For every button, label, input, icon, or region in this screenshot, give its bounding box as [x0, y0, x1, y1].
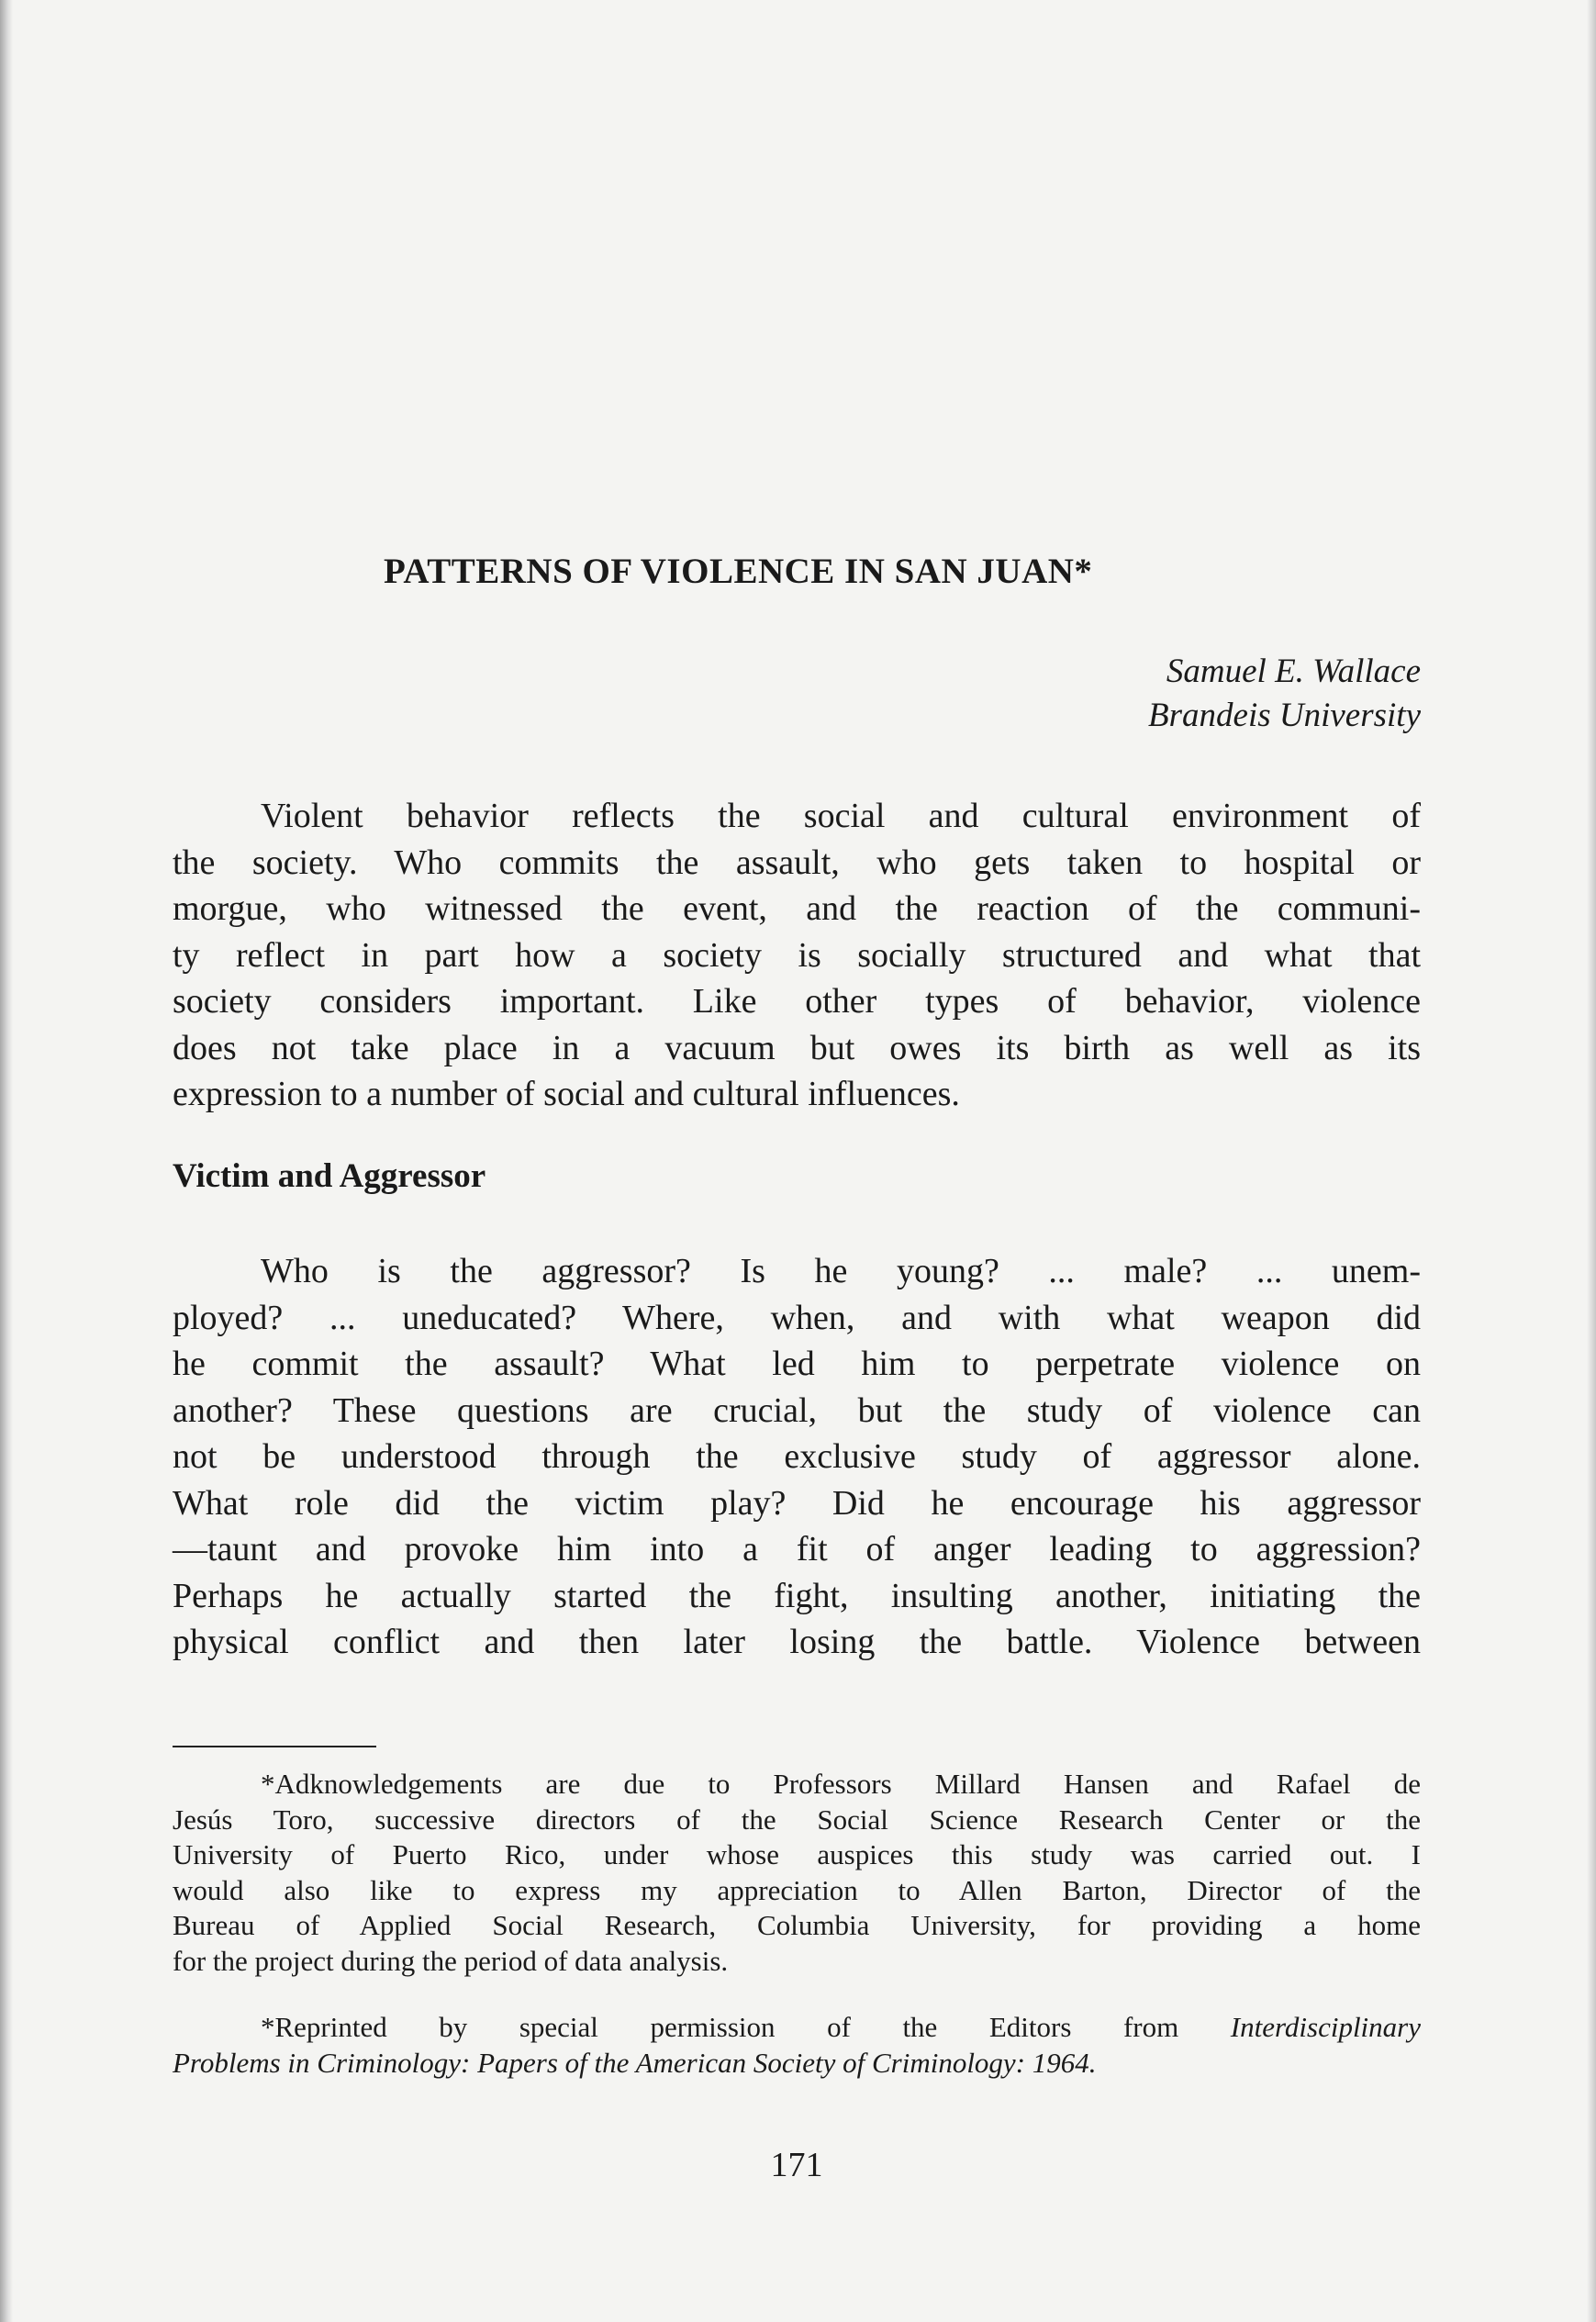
intro-paragraph [173, 793, 1421, 1118]
text-line: ployed? ... uneducated? Where, when, and with what weapon did [173, 1298, 1421, 1337]
reprint-source-b: Problems in Criminology: Papers of the American Society of Criminology: 1964. [173, 2046, 1097, 2079]
text-line: another? These questions are crucial, but the study of violence can [173, 1390, 1421, 1430]
section-paragraph [173, 1248, 1421, 1666]
text-line: —taunt and provoke him into a fit of anger leading to aggression? [173, 1530, 1421, 1568]
footnote-line: Jesús Toro, successive directors of the Social Science Research Center or the [173, 1803, 1421, 1836]
footnote-line [173, 2046, 1421, 2082]
text-line: the society. Who commits the assault, who gets taken to hospital or [173, 843, 1421, 882]
footnote-line: for the project during the period of data analysis. [173, 1944, 729, 1977]
footnote-line: Bureau of Applied Social Research, Columbia University, for providing a home [173, 1909, 1421, 1941]
scan-edge-right [1587, 0, 1596, 2322]
text-line: What role did the victim play? Did he encourage his aggressor [173, 1483, 1421, 1523]
text-line: does not take place in a vacuum but owes its birth as well as its [173, 1028, 1421, 1067]
text-line: ty reflect in part how a society is socially structured and what that [173, 935, 1421, 975]
scan-edge-left [0, 0, 13, 2322]
text-line: morgue, who witnessed the event, and the reaction of the communi- [173, 889, 1421, 928]
footnote-line: University of Puerto Rico, under whose auspices this study was carried out. I [173, 1838, 1421, 1870]
section-heading: Victim and Aggressor [173, 1157, 486, 1195]
reprint-prefix: *Reprinted by special permission of the Editors from [261, 2011, 1231, 2043]
footnote-divider [173, 1746, 376, 1747]
text-line: physical conflict and then later losing the battle. Violence between [173, 1623, 1421, 1661]
text-line: expression to a number of social and cultural influences. [173, 1075, 960, 1113]
reprint-source-a: Interdisciplinary [1230, 2011, 1421, 2043]
text-line: Violent behavior reflects the social and cultural environment of [261, 797, 1421, 835]
author-name: Samuel E. Wallace [1166, 653, 1421, 690]
footnote-line [173, 2010, 1421, 2046]
footnote-line: would also like to express my appreciation to Allen Barton, Director of the [173, 1873, 1421, 1906]
article-title: PATTERNS OF VIOLENCE IN SAN JUAN* [384, 552, 1093, 591]
text-line: society considers important. Like other types of behavior, violence [173, 982, 1421, 1021]
byline [1148, 650, 1421, 738]
text-line: Who is the aggressor? Is he young? ... male? ... unem- [261, 1252, 1421, 1290]
footnote-acknowledgements [173, 1767, 1421, 1979]
page-number: 171 [770, 2146, 823, 2184]
text-line: he commit the assault? What led him to perpetrate violence on [173, 1345, 1421, 1383]
text-line: not be understood through the exclusive study of aggressor alone. [173, 1437, 1421, 1476]
text-line: Perhaps he actually started the fight, insulting another, initiating the [173, 1576, 1421, 1615]
author-affiliation: Brandeis University [1148, 697, 1421, 734]
footnote-line: *Adknowledgements are due to Professors Millard Hansen and Rafael de [261, 1768, 1421, 1800]
footnote-reprint [173, 2010, 1421, 2081]
